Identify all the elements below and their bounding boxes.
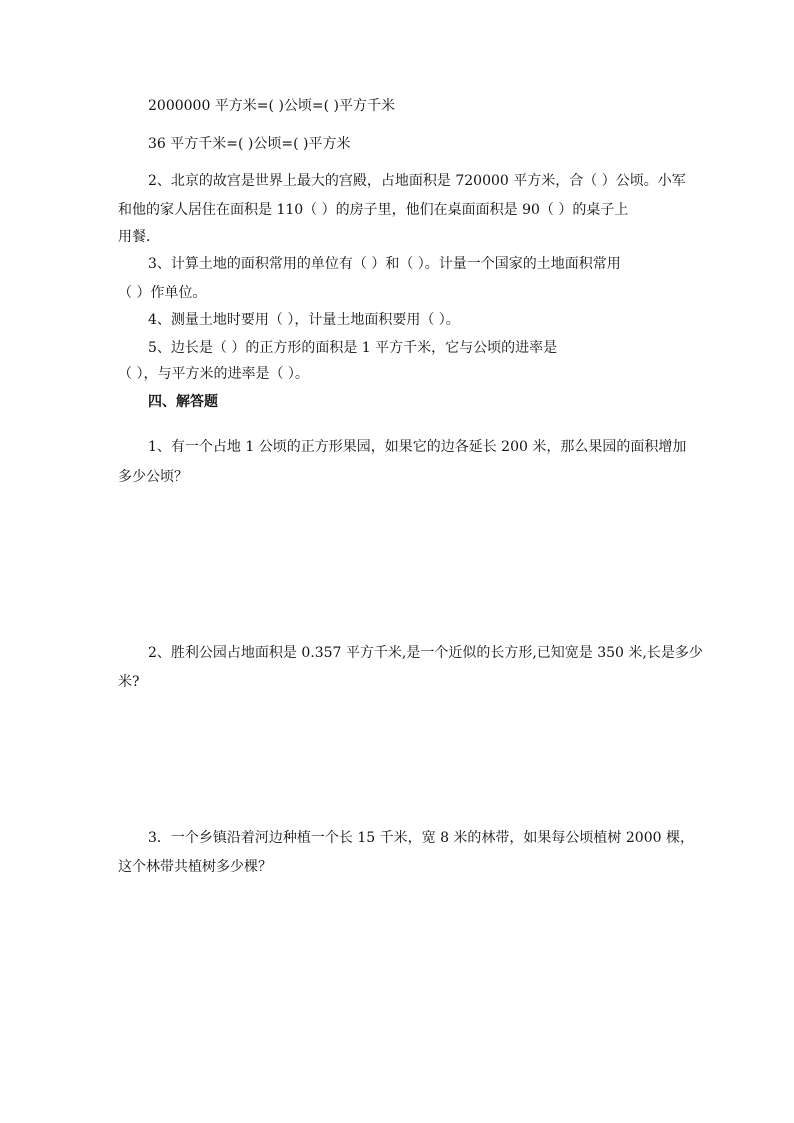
conversion-line-2: 36 平方千米=( )公顷=( )平方米 [148,136,351,152]
question-2-line-3: 用餐． [118,229,160,245]
problem-1-line-2: 多少公顷？ [118,469,188,485]
question-3-line-1: 3、计算土地的面积常用的单位有（ ）和（ ）。计量一个国家的土地面积常用 [148,256,621,272]
question-3-line-2: （ ）作单位。 [118,285,207,301]
question-2-line-2: 和他的家人居住在面积是 110（ ）的房子里，他们在桌面面积是 90（ ）的桌子上 [118,202,629,218]
question-4-line: 4、测量土地时要用（ ），计量土地面积要用（ ）。 [148,312,460,328]
problem-3-line-2: 这个林带共植树多少棵？ [118,859,272,875]
section-heading: 四、解答题 [148,394,218,410]
problem-2-line-1: 2、胜利公园占地面积是 0.357 平方千米,是一个近似的长方形,已知宽是 350 米,长是多少 [148,645,703,661]
problem-2-line-2: 米? [118,674,140,690]
problem-3-line-1: 3．一个乡镇沿着河边种植一个长 15 千米，宽 8 米的林带，如果每公顷植树 2000 棵， [148,830,694,846]
problem-1-line-1: 1、有一个占地 1 公顷的正方形果园，如果它的边各延长 200 米，那么果园的面积增加 [148,439,687,455]
question-2-line-1: 2、北京的故宫是世界上最大的宫殿，占地面积是 720000 平方米，合（ ）公顷。小军 [148,173,686,189]
conversion-line-1: 2000000 平方米=( )公顷=( )平方千米 [148,98,396,114]
question-5-line-1: 5、边长是（ ）的正方形的面积是 1 平方千米，它与公顷的进率是 [148,340,558,356]
question-5-line-2: （ ），与平方米的进率是（ ）。 [118,366,309,382]
